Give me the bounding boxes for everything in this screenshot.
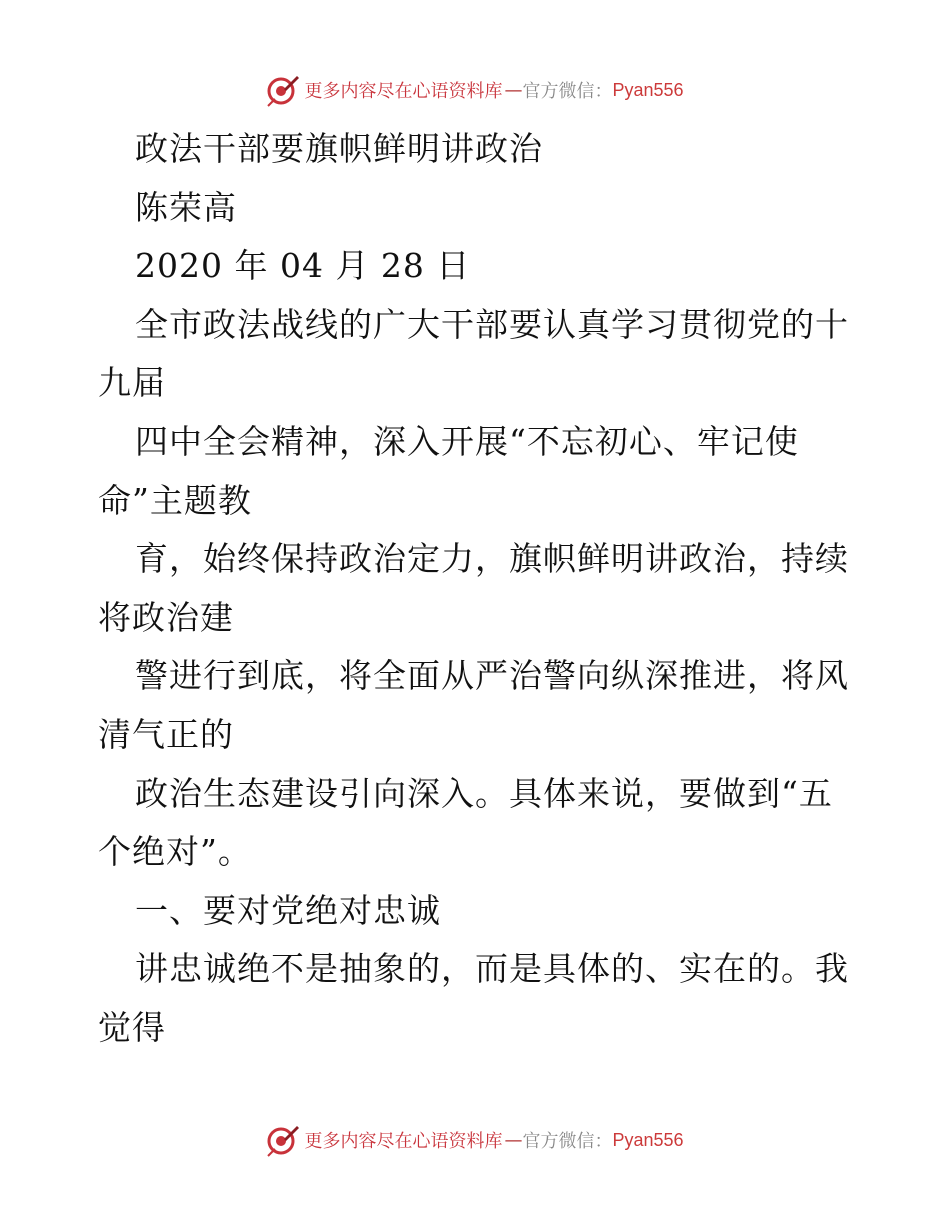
banner-text: 更多内容尽在心语资料库	[304, 1131, 503, 1152]
paragraph-line: 讲忠诚绝不是抽象的，而是具体的、实在的。我	[135, 949, 849, 989]
document-date: 2020 年 04 月 28 日	[135, 246, 471, 286]
paragraph-line: 警进行到底，将全面从严治警向纵深推进，将风	[135, 656, 849, 696]
document-author: 陈荣高	[135, 187, 237, 227]
paragraph-line: 九届	[98, 363, 166, 403]
banner-label: 官方微信：	[522, 81, 613, 102]
banner-separator: —	[504, 79, 521, 101]
paragraph-line: 将政治建	[98, 597, 234, 637]
paragraph-line: 清气正的	[98, 714, 234, 754]
footer-watermark-banner	[0, 1120, 950, 1160]
paragraph-line: 四中全会精神，深入开展“不忘初心、牢记使	[135, 421, 799, 461]
pen-logo-icon	[266, 1123, 300, 1157]
pen-logo-icon	[266, 73, 300, 107]
banner-label: 官方微信：	[522, 1131, 613, 1152]
paragraph-line: 政治生态建设引向深入。具体来说，要做到“五	[135, 773, 833, 813]
banner-separator: —	[504, 1129, 521, 1151]
paragraph-line: 觉得	[98, 1007, 166, 1047]
paragraph-line: 命”主题教	[98, 480, 252, 520]
section-heading: 一、要对党绝对忠诚	[135, 890, 441, 930]
banner-handle: Pyan556	[612, 1129, 684, 1150]
document-title: 政法干部要旗帜鲜明讲政治	[135, 129, 543, 168]
paragraph-line: 个绝对”。	[98, 832, 252, 872]
banner-text: 更多内容尽在心语资料库	[304, 81, 503, 102]
paragraph-line: 育，始终保持政治定力，旗帜鲜明讲政治，持续	[135, 539, 849, 579]
header-watermark-banner	[0, 70, 950, 110]
paragraph-line: 全市政法战线的广大干部要认真学习贯彻党的十	[135, 304, 849, 344]
banner-handle: Pyan556	[612, 79, 684, 100]
document-body	[98, 120, 858, 1058]
